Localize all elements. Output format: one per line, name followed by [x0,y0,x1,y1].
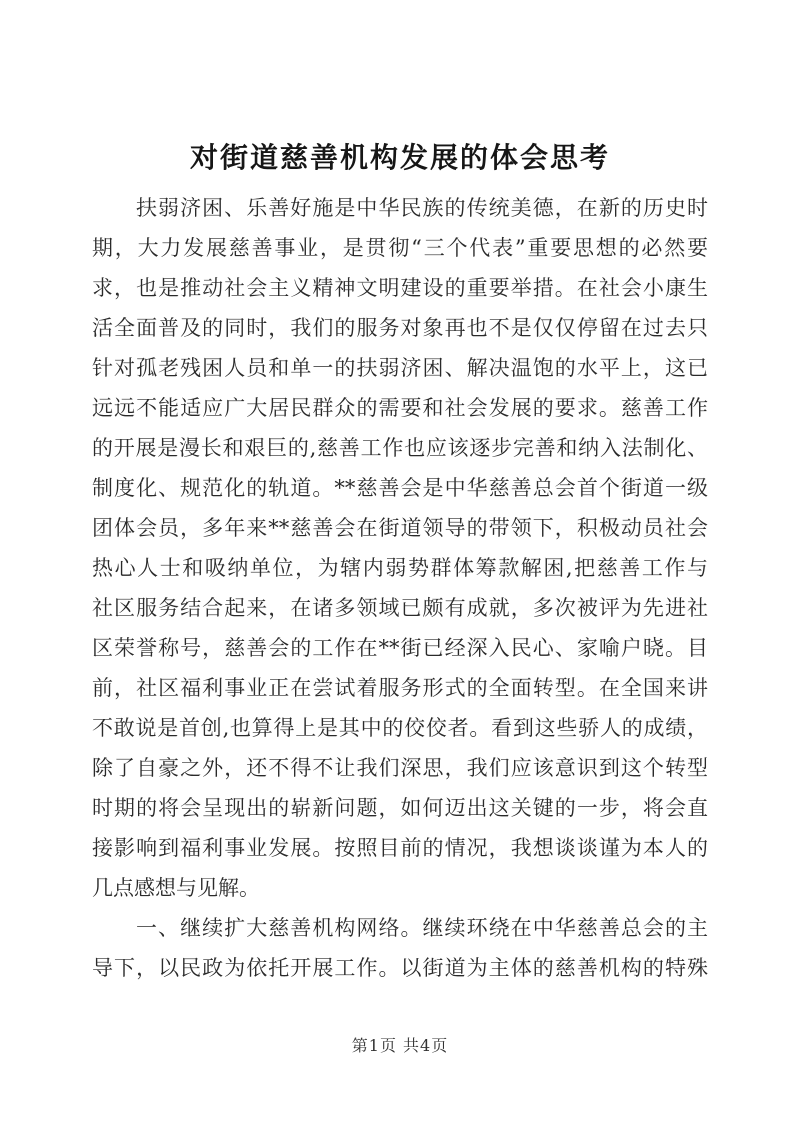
document-title: 对街道慈善机构发展的体会思考 [189,141,610,174]
body-text-line: 制度化、规范化的轨道。**慈善会是中华慈善总会首个街道一级 [92,476,708,500]
body-text-line: 不敢说是首创,也算得上是其中的佼佼者。看到这些骄人的成绩， [92,716,708,740]
body-text-line: 一、继续扩大慈善机构网络。继续环绕在中华慈善总会的主 [136,916,708,940]
body-text-line: 团体会员，多年来**慈善会在街道领导的带领下，积极动员社会 [92,516,708,540]
document-body [92,188,708,988]
body-text-line: 求，也是推动社会主义精神文明建设的重要举措。在社会小康生 [92,276,708,300]
body-text-line: 接影响到福利事业发展。按照目前的情况，我想谈谈谨为本人的 [92,836,708,860]
body-text-line: 扶弱济困、乐善好施是中华民族的传统美德，在新的历史时 [136,196,708,220]
body-text-line: 区荣誉称号，慈善会的工作在**街已经深入民心、家喻户晓。目 [92,636,708,660]
body-text-line: 导下，以民政为依托开展工作。以街道为主体的慈善机构的特殊 [92,956,708,980]
body-text-line: 期，大力发展慈善事业，是贯彻“三个代表”重要思想的必然要 [92,236,708,260]
body-text-line: 社区服务结合起来，在诸多领域已颇有成就，多次被评为先进社 [92,596,708,620]
body-text-line: 除了自豪之外，还不得不让我们深思，我们应该意识到这个转型 [92,756,708,780]
body-text-line: 的开展是漫长和艰巨的,慈善工作也应该逐步完善和纳入法制化、 [92,436,708,460]
body-text-line: 几点感想与见解。 [92,876,260,900]
body-text-line: 活全面普及的同时，我们的服务对象再也不是仅仅停留在过去只 [92,316,708,340]
body-text-line: 时期的将会呈现出的崭新问题，如何迈出这关键的一步，将会直 [92,796,708,820]
body-text-line: 针对孤老残困人员和单一的扶弱济困、解决温饱的水平上，这已 [92,356,708,380]
body-text-line: 前，社区福利事业正在尝试着服务形式的全面转型。在全国来讲 [92,676,708,700]
page-number-indicator: 第1页 共4页 [351,1036,449,1055]
body-text-line: 远远不能适应广大居民群众的需要和社会发展的要求。慈善工作 [92,396,708,420]
page-footer [0,1034,800,1058]
body-text-line: 热心人士和吸纳单位，为辖内弱势群体筹款解困,把慈善工作与 [92,556,708,580]
